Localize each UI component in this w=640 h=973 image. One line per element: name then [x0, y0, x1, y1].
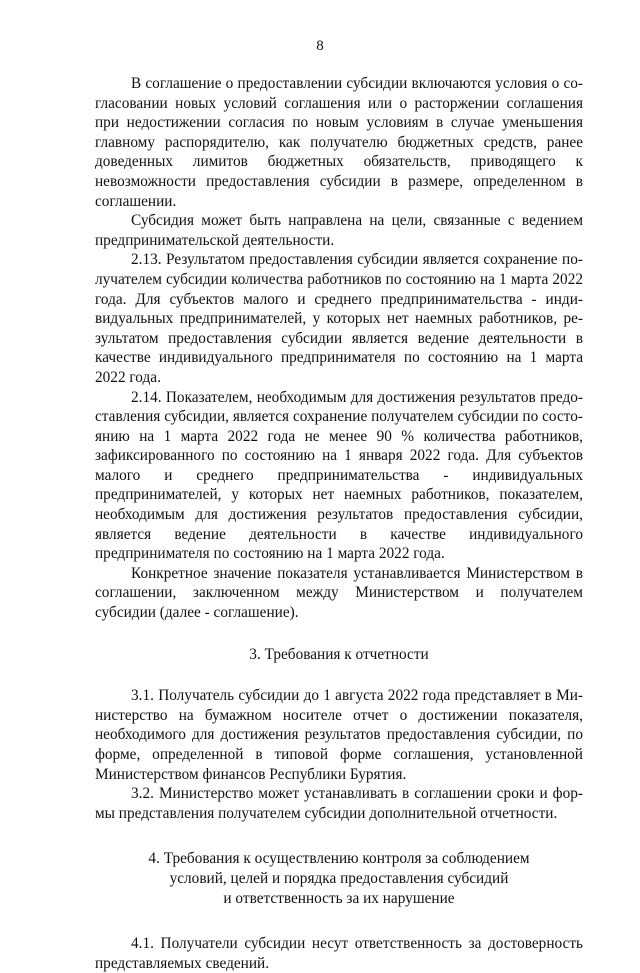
- paragraph-3-1: 3.1. Получатель субсидии до 1 августа 2022 года представляет в Министерство на бумажном носителе отчет о достижении показателя, необходимого для достижения результатов предоставления субсидии, по форме, определенной в типовой форме соглашения, установленной Министерством финансов Республики Бурятия.: [95, 687, 583, 783]
- paragraph-agreement-conditions: В соглашение о предоставлении субсидии включаются условия о согласовании новых условий соглашения или о расторжении соглашения при недостижении согласия по новым условиям в случае уменьшения главному распорядителю, как получателю бюджетных средств, ранее доведенных лимитов бюджетных обязательств, приводящего к невозможности предоставления субсидии в размере, определенном в соглашении.: [95, 75, 583, 210]
- section-4-heading-line: условий, целей и порядка предоставления субсидий: [169, 869, 509, 887]
- section-4-heading: [95, 849, 583, 908]
- paragraph-indicator-value: Конкретное значение показателя устанавливается Министерством в соглашении, заключенном между Министерством и получателем субсидии (далее - соглашение).: [95, 564, 583, 622]
- page-number: 8: [316, 38, 324, 54]
- paragraph-3-2: 3.2. Министерство может устанавливать в соглашении сроки и формы представления получателем субсидии дополнительной отчетности.: [95, 785, 583, 822]
- paragraph-subsidy-purpose: Субсидия может быть направлена на цели, связанные с ведением предпринимательской деятельности.: [95, 212, 583, 249]
- paragraph-2-13: 2.13. Результатом предоставления субсидии является сохранение получателем субсидии количества работников по состоянию на 1 марта 2022 года. Для субъектов малого и среднего предпринимательства - индивидуальных предпринимателей, у которых нет наемных работников, результатом предоставления субсидии является ведение деятельности в качестве индивидуального предпринимателя по состоянию на 1 марта 2022 года.: [95, 251, 583, 386]
- section-4-heading-line: 4. Требования к осуществлению контроля за соблюдением: [148, 850, 530, 868]
- section-4-heading-line: и ответственность за их нарушение: [223, 889, 455, 907]
- document-body: [95, 74, 583, 973]
- paragraph-2-14: 2.14. Показателем, необходимым для достижения результатов предоставления субсидии, является сохранение получателем субсидии по состоянию на 1 марта 2022 года не менее 90 % количества работников, зафиксированного по состоянию на 1 января 2022 года. Для субъектов малого и среднего предпринимательства - индивидуальных предпринимателей, у которых нет наемных работников, показателем, необходимым для достижения результатов предоставления субсидии, является ведение деятельности в качестве индивидуального предпринимателя по состоянию на 1 марта 2022 года.: [95, 388, 583, 563]
- paragraph-4-1: 4.1. Получатели субсидии несут ответственность за достоверность представляемых сведений.: [95, 935, 583, 972]
- section-3-heading: 3. Требования к отчетности: [249, 645, 429, 663]
